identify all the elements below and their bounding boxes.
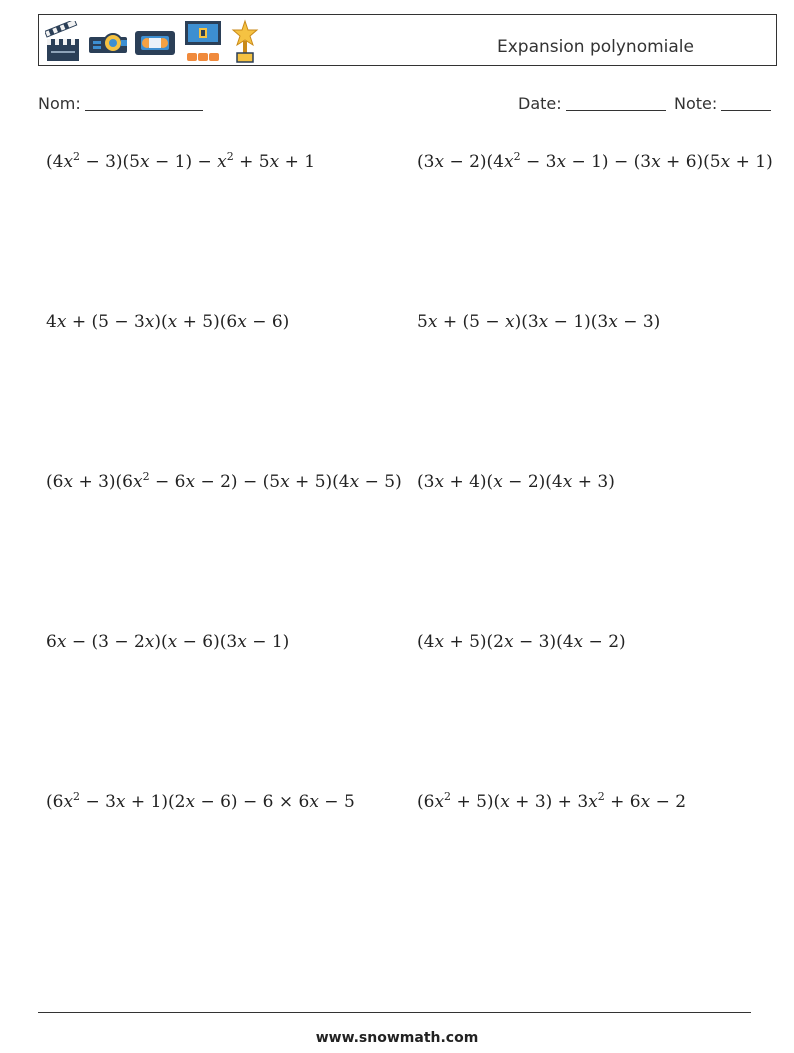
header-icons bbox=[45, 19, 265, 63]
award-trophy-icon bbox=[231, 19, 259, 65]
projector-icon bbox=[87, 27, 129, 59]
videotape-icon bbox=[133, 27, 177, 59]
problem-6: (3x + 4)(x − 2)(4x + 3) bbox=[417, 472, 615, 492]
problem-7: 6x − (3 − 2x)(x − 6)(3x − 1) bbox=[46, 632, 290, 652]
problem-4: 5x + (5 − x)(3x − 1)(3x − 3) bbox=[417, 312, 661, 332]
date-blank[interactable] bbox=[566, 96, 666, 111]
date-label: Date: bbox=[518, 94, 562, 113]
footer-divider bbox=[38, 1012, 751, 1013]
problem-8: (4x + 5)(2x − 3)(4x − 2) bbox=[417, 632, 626, 652]
problem-3: 4x + (5 − 3x)(x + 5)(6x − 6) bbox=[46, 312, 290, 332]
grade-blank[interactable] bbox=[721, 96, 771, 111]
name-label: Nom: bbox=[38, 94, 81, 113]
name-blank[interactable] bbox=[85, 96, 203, 111]
cinema-screen-icon bbox=[181, 19, 225, 63]
worksheet-title: Expansion polynomiale bbox=[497, 37, 694, 57]
problem-9: $(6x^2 - 3x + 1)(2x - 6) - 6 \times 6x - 5$ bbox=[46, 790, 355, 812]
name-field[interactable] bbox=[38, 94, 203, 113]
problem-1: $(4x^2 - 3)(5x - 1) - x^2 + 5x + 1$ bbox=[46, 150, 316, 172]
problem-2: $(3x - 2)(4x^2 - 3x - 1) - (3x + 6)(5x + 1)$ bbox=[417, 150, 773, 172]
footer-website: www.snowmath.com bbox=[315, 1030, 479, 1046]
grade-field[interactable] bbox=[674, 94, 771, 113]
date-field[interactable] bbox=[518, 94, 666, 113]
worksheet-header bbox=[38, 14, 777, 66]
grade-label: Note: bbox=[674, 94, 718, 113]
problem-5: $(6x + 3)(6x^2 - 6x - 2) - (5x + 5)(4x - 5)$ bbox=[46, 470, 402, 492]
clapperboard-icon bbox=[45, 21, 81, 63]
problem-10: $(6x^2 + 5)(x + 3) + 3x^2 + 6x - 2$ bbox=[417, 790, 687, 812]
